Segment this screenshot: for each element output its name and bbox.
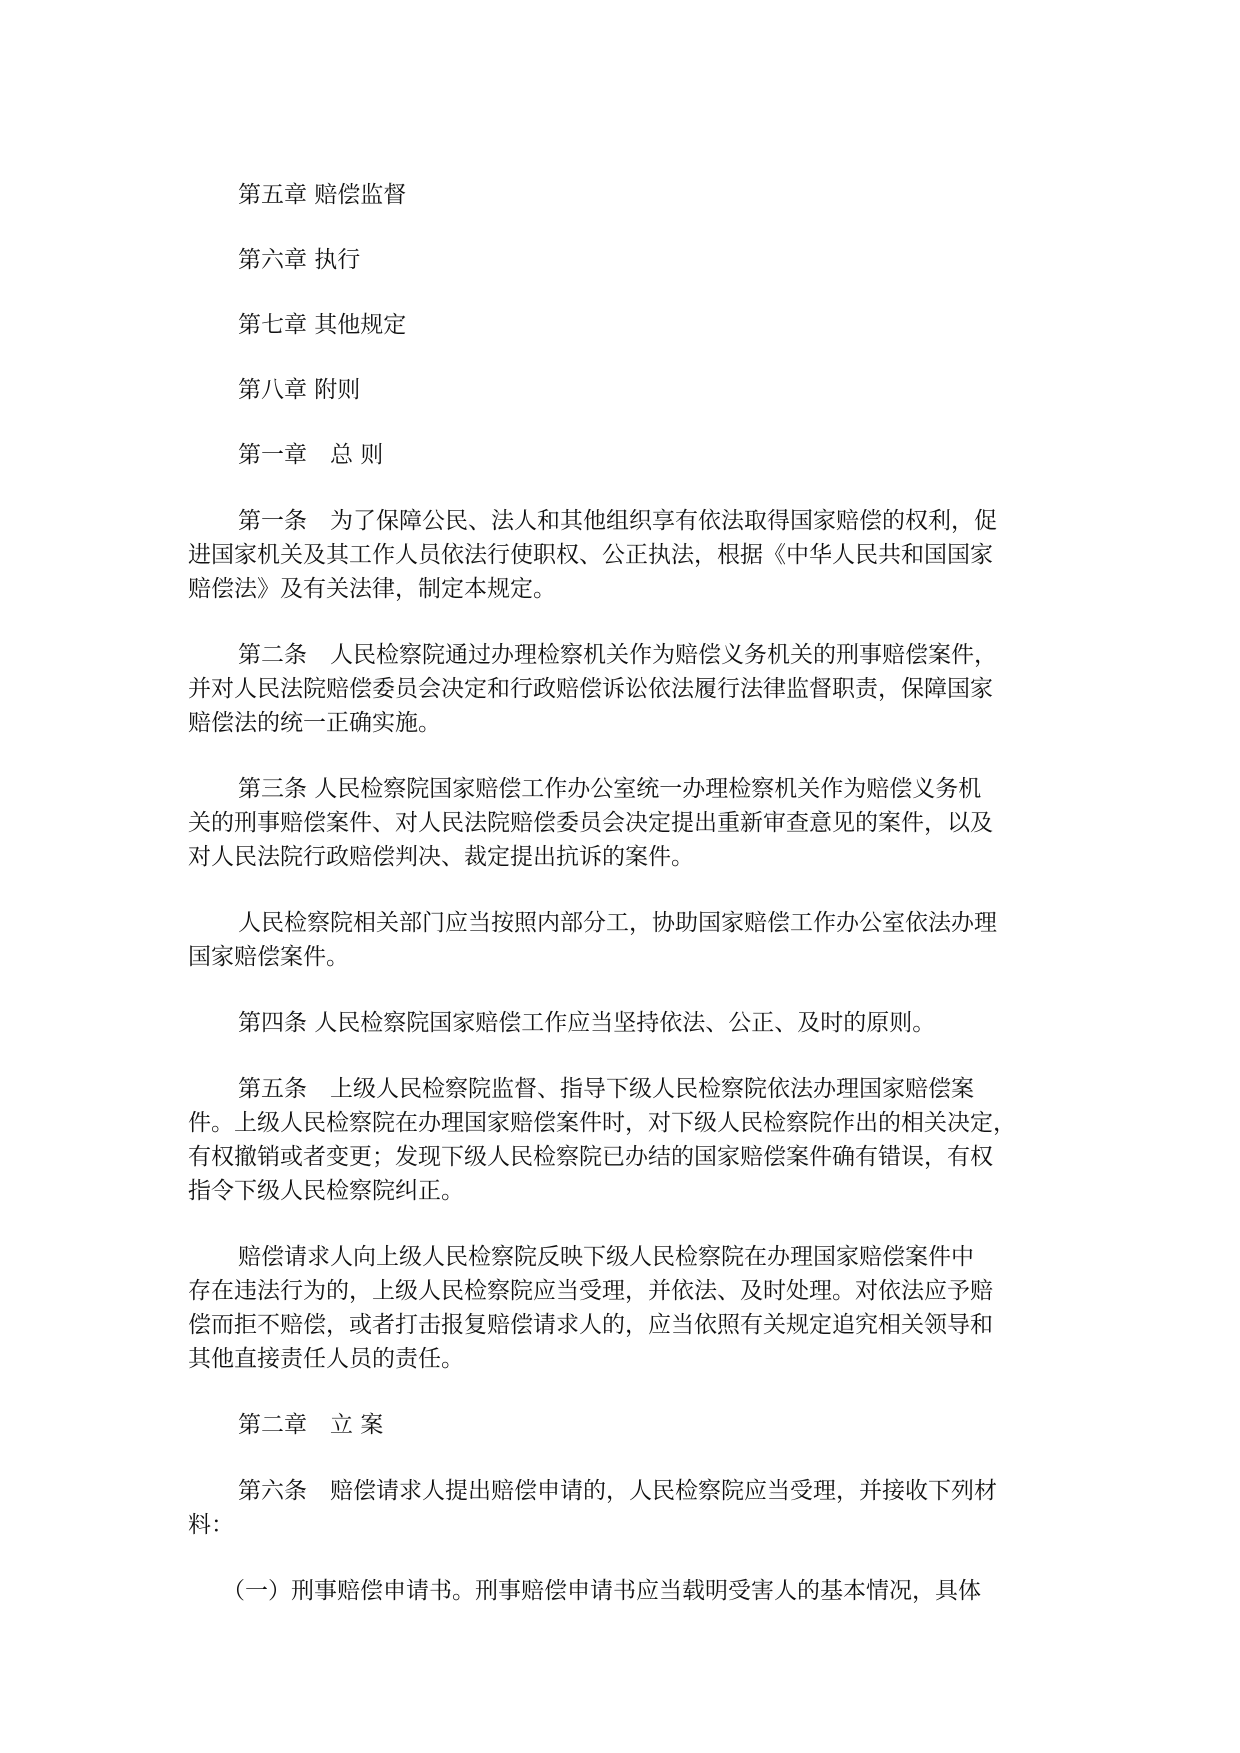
article-5-p2-line: 赔偿请求人向上级人民检察院反映下级人民检察院在办理国家赔偿案件中 [238, 1244, 974, 1270]
article-2-line: 并对人民法院赔偿委员会决定和行政赔偿诉讼依法履行法律监督职责，保障国家 [188, 676, 993, 702]
article-5 [188, 1072, 1052, 1208]
toc-chapter-5: 第五章 赔偿监督 [238, 182, 407, 208]
article-3-p2-line: 人民检察院相关部门应当按照内部分工，协助国家赔偿工作办公室依法办理 [238, 910, 997, 936]
chapter-2-heading: 第二章 立 案 [238, 1412, 384, 1438]
article-2-line: 赔偿法的统一正确实施。 [188, 710, 441, 736]
article-5-line: 有权撤销或者变更；发现下级人民检察院已办结的国家赔偿案件确有错误，有权 [188, 1144, 993, 1170]
article-2 [188, 638, 1052, 740]
toc-chapter-8: 第八章 附则 [238, 377, 361, 403]
article-3-line: 第三条 人民检察院国家赔偿工作办公室统一办理检察机关作为赔偿义务机 [238, 776, 982, 802]
article-4 [188, 1006, 1052, 1040]
article-5-paragraph-2 [188, 1240, 1052, 1376]
article-3 [188, 772, 1052, 874]
article-3-line: 对人民法院行政赔偿判决、裁定提出抗诉的案件。 [188, 844, 694, 870]
article-6-item-1-line: （一）刑事赔偿申请书。刑事赔偿申请书应当载明受害人的基本情况，具体 [222, 1578, 981, 1604]
article-5-line: 指令下级人民检察院纠正。 [188, 1178, 464, 1204]
article-6-line: 第六条 赔偿请求人提出赔偿申请的，人民检察院应当受理，并接收下列材 [238, 1478, 997, 1504]
article-3-line: 关的刑事赔偿案件、对人民法院赔偿委员会决定提出重新审查意见的案件，以及 [188, 810, 993, 836]
article-5-p2-line: 存在违法行为的，上级人民检察院应当受理，并依法、及时处理。对依法应予赔 [188, 1278, 993, 1304]
article-3-p2-line: 国家赔偿案件。 [188, 944, 349, 970]
article-1-line: 第一条 为了保障公民、法人和其他组织享有依法取得国家赔偿的权利，促 [238, 508, 997, 534]
article-1-line: 进国家机关及其工作人员依法行使职权、公正执法，根据《中华人民共和国国家 [188, 542, 993, 568]
article-5-line: 第五条 上级人民检察院监督、指导下级人民检察院依法办理国家赔偿案 [238, 1076, 974, 1102]
article-3-paragraph-2 [188, 906, 1052, 974]
article-6-item-1 [188, 1574, 1052, 1608]
article-5-p2-line: 其他直接责任人员的责任。 [188, 1346, 464, 1372]
article-5-line: 件。上级人民检察院在办理国家赔偿案件时，对下级人民检察院作出的相关决定， [188, 1110, 1016, 1136]
chapter-1-heading: 第一章 总 则 [238, 442, 384, 468]
article-4-line: 第四条 人民检察院国家赔偿工作应当坚持依法、公正、及时的原则。 [238, 1010, 936, 1036]
article-6-line: 料： [188, 1512, 234, 1538]
article-5-p2-line: 偿而拒不赔偿，或者打击报复赔偿请求人的，应当依照有关规定追究相关领导和 [188, 1312, 993, 1338]
toc-chapter-6: 第六章 执行 [238, 247, 361, 273]
document-page [188, 178, 1052, 1608]
article-2-line: 第二条 人民检察院通过办理检察机关作为赔偿义务机关的刑事赔偿案件， [238, 642, 997, 668]
article-1-line: 赔偿法》及有关法律，制定本规定。 [188, 576, 556, 602]
toc-chapter-7: 第七章 其他规定 [238, 312, 407, 338]
article-1 [188, 504, 1052, 606]
article-6 [188, 1474, 1052, 1542]
